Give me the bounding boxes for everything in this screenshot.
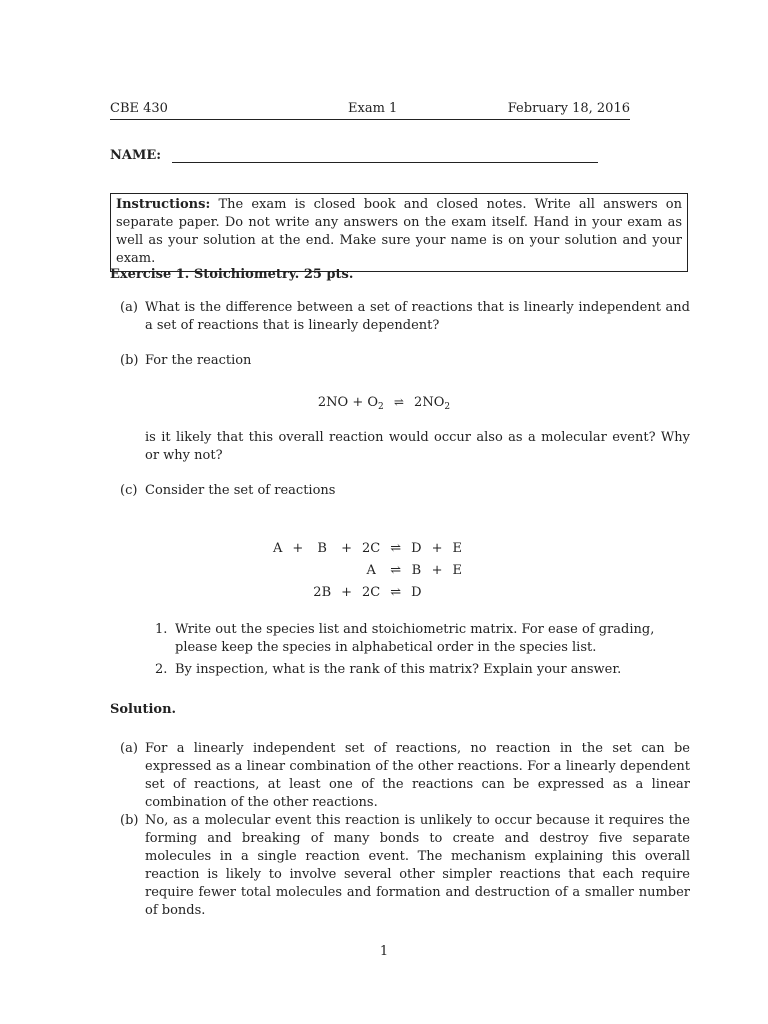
subquestion-2 — [155, 661, 690, 679]
name-label: NAME: — [110, 148, 162, 163]
rxn-cell: 2C — [362, 540, 381, 556]
exam-title: Exam 1 — [348, 101, 398, 116]
equation-lhs-subscript: 2 — [378, 402, 384, 412]
exercise-part-a — [110, 299, 690, 335]
rxn-cell — [336, 559, 357, 581]
rxn-cell: E — [452, 540, 462, 556]
exam-date: February 18, 2016 — [507, 101, 630, 116]
rxn-cell: + — [292, 540, 304, 556]
part-label: (b) — [120, 353, 139, 368]
solution-title: Solution. — [110, 702, 177, 717]
part-b-followup-text: is it likely that this overall reaction would occur also as a molecular event? Why or why not? — [145, 430, 690, 463]
rxn-cell: B — [411, 562, 422, 578]
reaction-equation — [0, 395, 768, 412]
rxn-cell — [268, 559, 287, 581]
part-label: (a) — [120, 741, 138, 756]
part-label: (a) — [120, 300, 138, 315]
solution-part-b — [110, 812, 690, 920]
part-text: For a linearly independent set of reactions, no reaction in the set can be expressed as a linear combination of the other reactions. For a linearly dependent set of reactions, at least one of the reactions can be expressed as a linear combination of the other reactions. — [145, 741, 690, 810]
exercise-part-b — [110, 352, 690, 370]
name-row — [110, 148, 161, 163]
equation-lhs: 2NO + O — [317, 395, 379, 410]
exercise-part-c — [110, 482, 690, 500]
rxn-cell — [268, 581, 287, 603]
rxn-cell: + — [341, 584, 353, 600]
reaction-row — [268, 581, 467, 603]
part-label: (c) — [120, 483, 138, 498]
part-text: For the reaction — [145, 353, 252, 368]
equilibrium-arrow: ⇌ — [393, 395, 404, 409]
part-text: What is the difference between a set of reactions that is linearly independent and a set of reactions that is linearly dependent? — [145, 300, 690, 333]
course-code: CBE 430 — [110, 101, 168, 116]
subquestion-number: 1. — [155, 622, 168, 637]
part-label: (b) — [120, 813, 139, 828]
instructions-box — [110, 193, 688, 272]
part-text: Consider the set of reactions — [145, 483, 336, 498]
equation-rhs-subscript: 2 — [444, 402, 451, 412]
name-blank-line — [172, 162, 598, 163]
subquestion-text: By inspection, what is the rank of this matrix? Explain your answer. — [175, 662, 622, 677]
reaction-row — [268, 537, 467, 559]
exercise-title: Exercise 1. Stoichiometry. 25 pts. — [110, 267, 354, 282]
rxn-cell: A — [366, 562, 376, 578]
page-number: 1 — [379, 944, 389, 959]
subquestion-number: 2. — [155, 662, 168, 677]
rxn-cell — [427, 581, 448, 603]
rxn-cell: A — [273, 540, 283, 556]
rxn-arrow: ⇌ — [390, 562, 402, 578]
rxn-cell: B — [317, 540, 327, 556]
rxn-cell — [287, 559, 308, 581]
part-text: No, as a molecular event this reaction is unlikely to occur because it requires the forming and breaking of many bonds to create and destroy five separate molecules in a single reaction event. The mechanism explaining this overall reaction is likely to involve several other simpler reactions that each require require fewer total molecules and formation and destruction of a smaller number of bonds. — [145, 813, 690, 918]
equation-rhs: 2NO — [414, 395, 445, 410]
solution-part-a — [110, 740, 690, 812]
instructions-text: The exam is closed book and closed notes. Write all answers on separate paper. Do not write any answers on the exam itself. Hand in your exam as well as your solution at the end. Make sure your name is on your solution and your exam. — [116, 197, 682, 266]
header-rule — [110, 119, 630, 120]
rxn-cell: + — [431, 540, 443, 556]
subquestion-1 — [155, 621, 690, 657]
rxn-cell — [287, 581, 308, 603]
reaction-set-table — [268, 537, 467, 603]
rxn-cell: D — [411, 584, 422, 600]
page-header — [110, 101, 630, 119]
rxn-cell: + — [431, 562, 443, 578]
reaction-row — [268, 559, 467, 581]
rxn-arrow: ⇌ — [390, 540, 402, 556]
instructions-label: Instructions: — [116, 197, 211, 212]
rxn-cell: E — [452, 562, 462, 578]
part-b-followup — [110, 429, 690, 465]
rxn-cell: D — [411, 540, 422, 556]
rxn-cell: 2B — [313, 584, 332, 600]
rxn-cell — [448, 581, 468, 603]
rxn-cell: + — [341, 540, 353, 556]
rxn-cell: 2C — [362, 584, 381, 600]
rxn-arrow: ⇌ — [390, 584, 402, 600]
rxn-cell — [308, 559, 336, 581]
subquestion-text: Write out the species list and stoichiometric matrix. For ease of grading, please keep the species in alphabetical order in the species list. — [175, 622, 655, 655]
